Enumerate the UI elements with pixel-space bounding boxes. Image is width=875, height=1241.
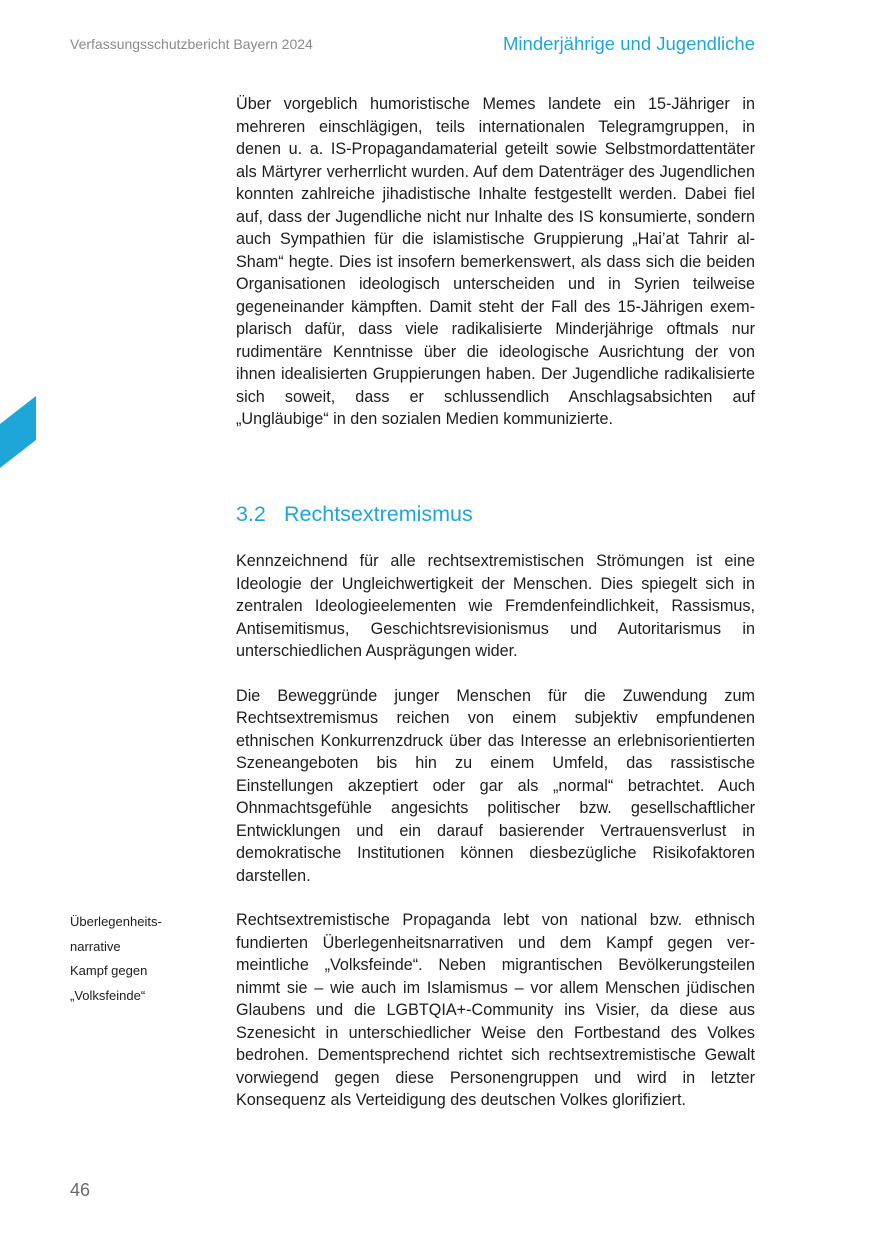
intro-paragraph: Über vorgeblich humoristische Memes landete ein 15-Jähriger in mehreren einschlägigen, teils internationalen Telegramgruppen, in denen u. a. IS-Propagandamaterial geteilt sowie Selbstmordattentäter als Märtyrer verherrlicht wurden. Auf dem Datenträger des Jugendlichen konnten zahlreiche jihadistische Inhalte festgestellt werden. Dabei fiel auf, dass der Jugendliche nicht nur Inhalte des IS konsumierte, sondern auch Sympathien für die islamistische Gruppierung „Hai’at Tahrir al-Sham“ hegte. Dies ist insofern bemerkenswert, als dass sich die beiden Organisationen ideologisch unterscheiden und in Syrien teilweise gegeneinander kämpften. Damit steht der Fall des 15-Jährigen exemplarisch dafür, dass viele radikalisierte Minderjährige oftmals nur rudimentäre Kenntnisse über die ideologische Ausrichtung der von ihnen idealisierten Gruppierungen haben. Der Jugendliche radikalisierte sich soweit, dass er schlussendlich Anschlagsabsichten auf „Ungläubige“ in den sozialen Medien kommunizierte.	[236, 95, 755, 428]
section-heading	[236, 502, 473, 527]
margin-note-line: Kampf gegen	[70, 963, 148, 978]
section-text-column	[236, 550, 755, 1112]
body-paragraph: Rechtsextremistische Propaganda lebt von national bzw. ethnisch fundierten Überlegenheitsnarrativen und dem Kampf gegen vermeintliche „Volksfeinde“. Neben migrantischen Bevölkerungsteilen nimmt sie – wie auch im Islamismus – vor allem Menschen jüdischen Glaubens und die LGBTQIA+-Community ins Visier, da diese aus Szenesicht in unterschiedlicher Weise den Fortbestand des Volkes bedrohen. Dementsprechend richtet sich rechtsextremistische Gewalt vorwiegend gegen diese Personengruppen und wird in letzter Konsequenz als Verteidigung des deutschen Volkes glorifiziert.	[236, 911, 755, 1109]
running-header-chapter: Minderjährige und Jugendliche	[503, 33, 755, 54]
intro-text-column	[236, 93, 755, 431]
section-title: Rechtsextremismus	[284, 502, 473, 526]
chapter-edge-tab	[0, 396, 36, 468]
margin-note-line: Überlegenheits-	[70, 914, 162, 929]
margin-note-line: „Volksfeinde“	[70, 987, 146, 1003]
running-header-left: Verfassungsschutzbericht Bayern 2024	[70, 36, 313, 52]
margin-notes	[70, 910, 210, 1008]
body-paragraph: Kennzeichnend für alle rechtsextremistischen Strömungen ist eine Ideologie der Ungleichwertigkeit der Menschen. Dies spiegelt sich in zentralen Ideologieelementen wie Fremdenfeindlichkeit, Rassismus, Antisemitismus, Geschichtsrevisionismus und Autoritarismus in unterschiedlichen Ausprägungen wider.	[236, 552, 755, 660]
section-number: 3.2	[236, 502, 266, 526]
page-number: 46	[70, 1180, 91, 1200]
body-paragraph: Die Beweggründe junger Menschen für die Zuwendung zum Rechtsextremismus reichen von einem subjektiv empfundenen ethnischen Konkurrenzdruck über das Interesse an erlebnisorientierten Szeneangeboten bis hin zu einem Umfeld, das rassistische Einstellungen akzeptiert oder gar als „normal“ betrachtet. Auch Ohnmachtsgefühle angesichts politischer bzw. gesellschaftlicher Entwicklungen und ein darauf basierender Vertrauensverlust in demokratische Institutionen können diesbezügliche Risikofaktoren darstellen.	[236, 686, 755, 885]
margin-note-line: narrative	[70, 938, 121, 954]
